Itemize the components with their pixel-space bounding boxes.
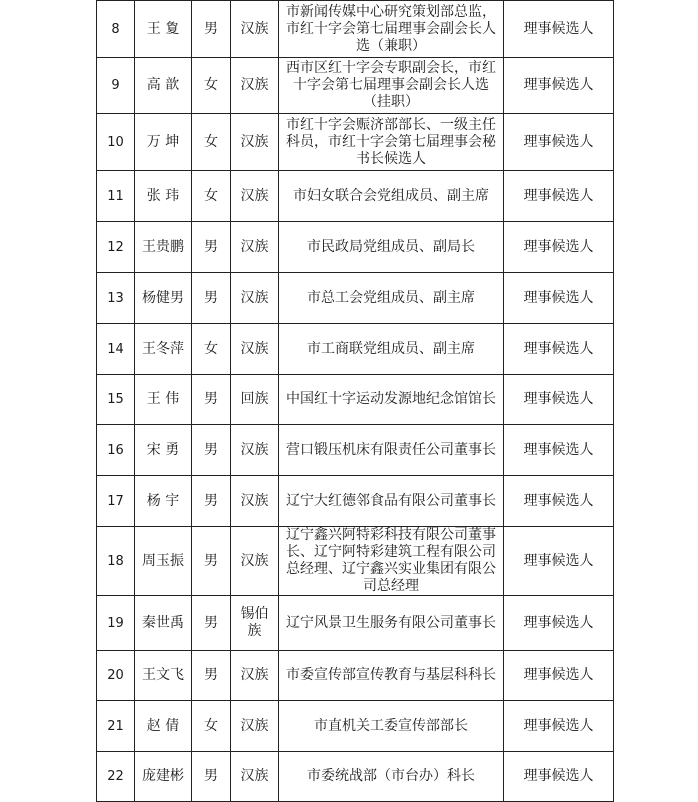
- candidate-name: 王贵鹏: [135, 222, 192, 273]
- candidate-role: 理事候选人: [504, 114, 614, 171]
- row-number: 16: [97, 425, 135, 476]
- table-row: [97, 222, 614, 273]
- candidate-ethnicity: 锡伯族: [231, 596, 279, 651]
- table-row: [97, 752, 614, 802]
- candidate-name: 杨健男: [135, 273, 192, 324]
- candidate-position: 市妇女联合会党组成员、副主席: [279, 171, 504, 222]
- candidate-position: 市民政局党组成员、副局长: [279, 222, 504, 273]
- row-number: 15: [97, 375, 135, 425]
- candidate-ethnicity: 汉族: [231, 752, 279, 802]
- candidate-role: 理事候选人: [504, 425, 614, 476]
- candidate-position: 辽宁大红德邻食品有限公司董事长: [279, 476, 504, 527]
- candidate-gender: 女: [192, 324, 231, 375]
- candidate-position: 营口锻压机床有限责任公司董事长: [279, 425, 504, 476]
- candidate-ethnicity: 汉族: [231, 273, 279, 324]
- table-row: [97, 527, 614, 596]
- candidate-gender: 男: [192, 375, 231, 425]
- candidate-gender: 男: [192, 273, 231, 324]
- candidate-role: 理事候选人: [504, 273, 614, 324]
- candidate-position: 市总工会党组成员、副主席: [279, 273, 504, 324]
- row-number: 22: [97, 752, 135, 802]
- candidate-table: [96, 0, 614, 802]
- candidate-gender: 男: [192, 527, 231, 596]
- candidate-gender: 女: [192, 701, 231, 752]
- table-row: [97, 651, 614, 701]
- table-row: [97, 701, 614, 752]
- candidate-position: 西市区红十字会专职副会长，市红十字会第七届理事会副会长人选（挂职）: [279, 58, 504, 114]
- row-number: 18: [97, 527, 135, 596]
- candidate-name: 王 夐: [135, 1, 192, 58]
- candidate-ethnicity: 回族: [231, 375, 279, 425]
- row-number: 17: [97, 476, 135, 527]
- candidate-ethnicity: 汉族: [231, 701, 279, 752]
- row-number: 13: [97, 273, 135, 324]
- row-number: 14: [97, 324, 135, 375]
- candidate-gender: 男: [192, 596, 231, 651]
- candidate-name: 万 坤: [135, 114, 192, 171]
- row-number: 11: [97, 171, 135, 222]
- candidate-name: 赵 倩: [135, 701, 192, 752]
- candidate-ethnicity: 汉族: [231, 114, 279, 171]
- candidate-name: 王 伟: [135, 375, 192, 425]
- table-row: [97, 171, 614, 222]
- row-number: 8: [97, 1, 135, 58]
- candidate-gender: 男: [192, 425, 231, 476]
- candidate-ethnicity: 汉族: [231, 171, 279, 222]
- candidate-role: 理事候选人: [504, 527, 614, 596]
- candidate-role: 理事候选人: [504, 701, 614, 752]
- candidate-gender: 男: [192, 222, 231, 273]
- candidate-role: 理事候选人: [504, 222, 614, 273]
- candidate-position: 市委统战部（市台办）科长: [279, 752, 504, 802]
- candidate-name: 王文飞: [135, 651, 192, 701]
- candidate-role: 理事候选人: [504, 375, 614, 425]
- candidate-position: 市工商联党组成员、副主席: [279, 324, 504, 375]
- candidate-ethnicity: 汉族: [231, 58, 279, 114]
- candidate-ethnicity: 汉族: [231, 324, 279, 375]
- candidate-name: 秦世禹: [135, 596, 192, 651]
- candidate-role: 理事候选人: [504, 324, 614, 375]
- row-number: 21: [97, 701, 135, 752]
- candidate-role: 理事候选人: [504, 596, 614, 651]
- candidate-role: 理事候选人: [504, 1, 614, 58]
- candidate-gender: 男: [192, 1, 231, 58]
- candidate-gender: 女: [192, 114, 231, 171]
- candidate-position: 中国红十字运动发源地纪念馆馆长: [279, 375, 504, 425]
- table-row: [97, 114, 614, 171]
- candidate-gender: 男: [192, 651, 231, 701]
- table-row: [97, 1, 614, 58]
- candidate-ethnicity: 汉族: [231, 222, 279, 273]
- candidate-ethnicity: 汉族: [231, 527, 279, 596]
- candidate-name: 庞建彬: [135, 752, 192, 802]
- row-number: 19: [97, 596, 135, 651]
- candidate-position: 市红十字会赈济部部长、一级主任科员，市红十字会第七届理事会秘书长候选人: [279, 114, 504, 171]
- candidate-ethnicity: 汉族: [231, 1, 279, 58]
- table-row: [97, 58, 614, 114]
- row-number: 20: [97, 651, 135, 701]
- candidate-table-body: [97, 1, 614, 802]
- candidate-position: 市新闻传媒中心研究策划部总监，市红十字会第七届理事会副会长人选（兼职）: [279, 1, 504, 58]
- candidate-role: 理事候选人: [504, 58, 614, 114]
- candidate-ethnicity: 汉族: [231, 651, 279, 701]
- candidate-ethnicity: 汉族: [231, 425, 279, 476]
- table-row: [97, 425, 614, 476]
- candidate-role: 理事候选人: [504, 651, 614, 701]
- candidate-name: 杨 宇: [135, 476, 192, 527]
- candidate-name: 周玉振: [135, 527, 192, 596]
- candidate-ethnicity: 汉族: [231, 476, 279, 527]
- candidate-position: 辽宁风景卫生服务有限公司董事长: [279, 596, 504, 651]
- candidate-gender: 男: [192, 476, 231, 527]
- table-row: [97, 273, 614, 324]
- candidate-name: 张 玮: [135, 171, 192, 222]
- row-number: 9: [97, 58, 135, 114]
- table-row: [97, 476, 614, 527]
- candidate-gender: 女: [192, 58, 231, 114]
- candidate-role: 理事候选人: [504, 476, 614, 527]
- candidate-role: 理事候选人: [504, 171, 614, 222]
- candidate-gender: 女: [192, 171, 231, 222]
- candidate-name: 高 歆: [135, 58, 192, 114]
- table-row: [97, 596, 614, 651]
- candidate-name: 宋 勇: [135, 425, 192, 476]
- row-number: 10: [97, 114, 135, 171]
- candidate-position: 市直机关工委宣传部部长: [279, 701, 504, 752]
- table-row: [97, 324, 614, 375]
- candidate-position: 辽宁鑫兴阿特彩科技有限公司董事长、辽宁阿特彩建筑工程有限公司总经理、辽宁鑫兴实业集团有限公司总经理: [279, 527, 504, 596]
- candidate-gender: 男: [192, 752, 231, 802]
- candidate-role: 理事候选人: [504, 752, 614, 802]
- table-row: [97, 375, 614, 425]
- candidate-position: 市委宣传部宣传教育与基层科科长: [279, 651, 504, 701]
- row-number: 12: [97, 222, 135, 273]
- candidate-name: 王冬萍: [135, 324, 192, 375]
